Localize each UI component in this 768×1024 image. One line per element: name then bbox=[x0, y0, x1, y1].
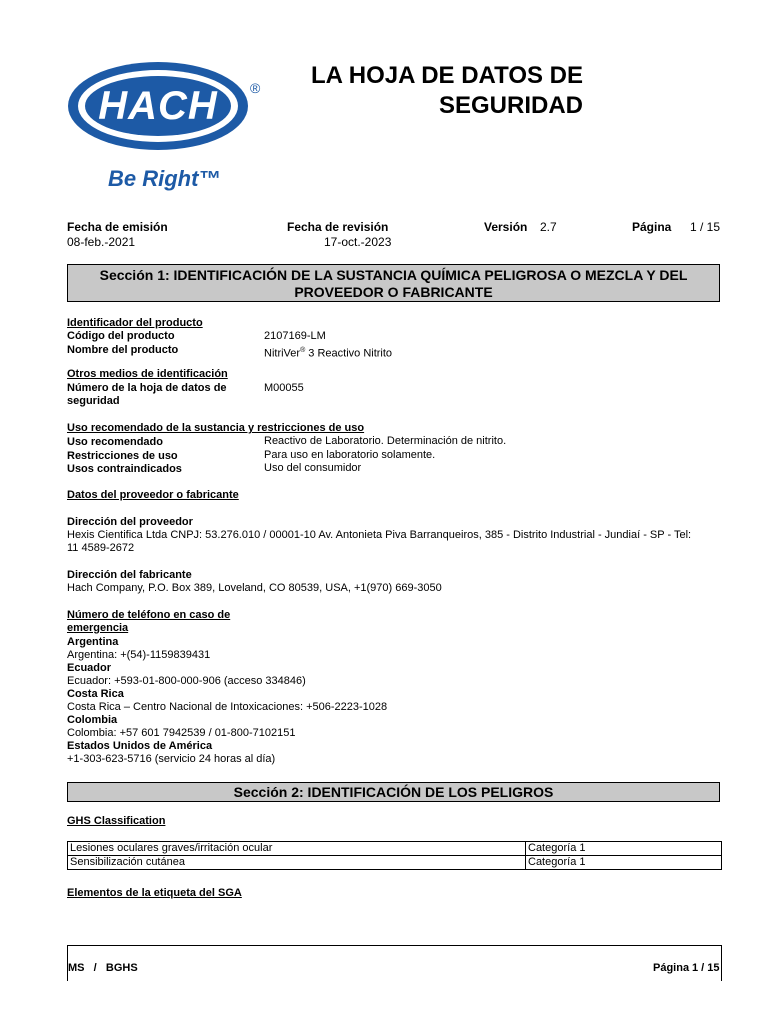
footer-page-value: 1 / 15 bbox=[692, 962, 720, 974]
hazard-cell: Lesiones oculares graves/irritación ocular bbox=[68, 842, 526, 856]
page-footer bbox=[67, 945, 722, 981]
page-label: Página bbox=[632, 220, 672, 234]
hach-tagline: Be Right™ bbox=[108, 166, 221, 191]
contraindicated-label: Usos contraindicados bbox=[67, 463, 182, 475]
footer-page-label: Página bbox=[653, 962, 690, 974]
supplier-address-label: Dirección del proveedor bbox=[67, 516, 193, 528]
revision-date-label: Fecha de revisión bbox=[287, 220, 389, 234]
product-name-main: NitriVer bbox=[264, 347, 301, 360]
emergency-phone: Argentina: +(54)-1159839431 bbox=[67, 649, 211, 661]
product-id-heading: Identificador del producto bbox=[67, 317, 203, 329]
contraindicated: Uso del consumidor bbox=[264, 462, 362, 474]
sds-number: M00055 bbox=[264, 382, 304, 394]
emergency-country: Estados Unidos de América bbox=[67, 740, 213, 752]
category-cell: Categoría 1 bbox=[526, 842, 722, 856]
document-title-line-2: SEGURIDAD bbox=[438, 92, 583, 119]
sds-number-label-line-1: Número de la hoja de datos de bbox=[67, 382, 227, 394]
section-1-title-line-2: PROVEEDOR O FABRICANTE bbox=[294, 284, 493, 300]
sds-number-label bbox=[67, 382, 227, 408]
hach-logo bbox=[60, 60, 270, 200]
product-name-rest: 3 Reactivo Nitrito bbox=[305, 347, 393, 360]
version-label: Versión bbox=[484, 220, 528, 234]
emergency-phone: Costa Rica – Centro Nacional de Intoxicaciones: +506-2223-1028 bbox=[67, 701, 388, 713]
manufacturer-address-label: Dirección del fabricante bbox=[67, 569, 192, 581]
restrictions-label: Restricciones de uso bbox=[67, 450, 178, 462]
use-heading: Uso recomendado de la sustancia y restricciones de uso bbox=[67, 422, 365, 434]
ghs-classification-table bbox=[67, 841, 722, 870]
footer-doc-code: MS / BGHS bbox=[68, 962, 138, 974]
product-code-label: Código del producto bbox=[67, 330, 175, 342]
restrictions: Para uso en laboratorio solamente. bbox=[264, 449, 436, 461]
table-row bbox=[68, 842, 722, 856]
registered-mark: ® bbox=[250, 80, 261, 96]
hach-logo-text: HACH bbox=[98, 84, 218, 128]
supplier-address-line-2: 11 4589-2672 bbox=[67, 542, 135, 554]
supplier-heading: Datos del proveedor o fabricante bbox=[67, 489, 239, 501]
registered-sup: ® bbox=[300, 347, 306, 354]
recommended-use: Reactivo de Laboratorio. Determinación de nitrito. bbox=[264, 435, 507, 447]
product-name bbox=[264, 344, 392, 361]
version-value: 2.7 bbox=[540, 220, 557, 234]
emergency-phone: Colombia: +57 601 7942539 / 01-800-7102151 bbox=[67, 727, 296, 739]
hazard-cell: Sensibilización cutánea bbox=[68, 856, 526, 870]
document-title bbox=[311, 61, 583, 121]
category-cell: Categoría 1 bbox=[526, 856, 722, 870]
sds-number-label-line-2: seguridad bbox=[67, 395, 120, 407]
label-elements-heading: Elementos de la etiqueta del SGA bbox=[67, 887, 242, 899]
emergency-heading-line-1: Número de teléfono en caso de bbox=[67, 609, 231, 621]
issue-date: 08-feb.-2021 bbox=[67, 235, 136, 249]
emergency-country: Ecuador bbox=[67, 662, 112, 674]
emergency-phone: +1-303-623-5716 (servicio 24 horas al día) bbox=[67, 753, 276, 765]
other-id-heading: Otros medios de identificación bbox=[67, 368, 228, 380]
manufacturer-address: Hach Company, P.O. Box 389, Loveland, CO 80539, USA, +1(970) 669-3050 bbox=[67, 582, 442, 594]
section-1-header bbox=[67, 264, 720, 302]
issue-date-label: Fecha de emisión bbox=[67, 220, 168, 234]
document-title-line-1: LA HOJA DE DATOS DE bbox=[310, 62, 583, 89]
section-2-header: Sección 2: IDENTIFICACIÓN DE LOS PELIGROS bbox=[67, 782, 720, 802]
emergency-heading bbox=[67, 609, 230, 635]
recommended-use-label: Uso recomendado bbox=[67, 436, 163, 448]
emergency-list bbox=[67, 636, 387, 766]
emergency-phone: Ecuador: +593-01-800-000-906 (acceso 334846) bbox=[67, 675, 306, 687]
section-1-title-line-1: Sección 1: IDENTIFICACIÓN DE LA SUSTANCIA QUÍMICA PELIGROSA O MEZCLA Y DEL bbox=[99, 267, 688, 283]
emergency-country: Argentina bbox=[67, 636, 119, 648]
product-name-label: Nombre del producto bbox=[67, 344, 179, 356]
ghs-classification-heading: GHS Classification bbox=[67, 815, 166, 827]
supplier-address-line-1: Hexis Cientifica Ltda CNPJ: 53.276.010 / 00001-10 Av. Antonieta Piva Barranqueiros, 385 - Distrito Industrial - Jundiaí - SP - Tel: bbox=[67, 529, 692, 541]
emergency-country: Costa Rica bbox=[67, 688, 124, 700]
product-code: 2107169-LM bbox=[264, 330, 326, 342]
supplier-address bbox=[67, 529, 727, 555]
page-value: 1 / 15 bbox=[690, 220, 721, 234]
table-row bbox=[68, 856, 722, 870]
emergency-country: Colombia bbox=[67, 714, 118, 726]
emergency-heading-line-2: emergencia bbox=[67, 622, 129, 634]
revision-date: 17-oct.-2023 bbox=[324, 235, 392, 249]
